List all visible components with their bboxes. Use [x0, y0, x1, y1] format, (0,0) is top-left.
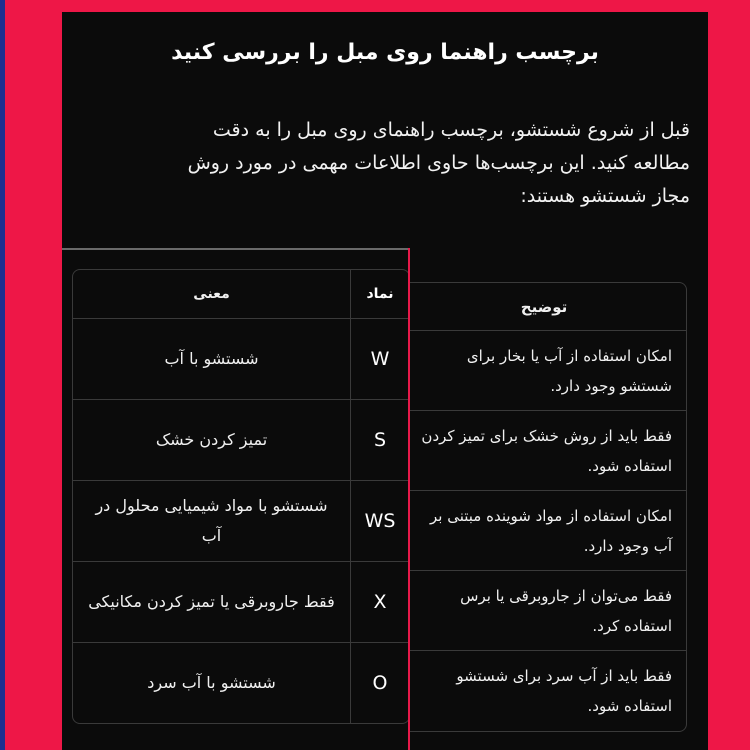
- intro-paragraph: قبل از شروع شستشو، برچسب راهنمای روی مبل را به دقت مطالعه کنید. این برچسب‌ها حاوی اطلاعات مهمی در مورد روش مجاز شستشو هستند:: [187, 119, 690, 207]
- description-cell: امکان استفاده از مواد شوینده مبتنی بر آب وجود دارد.: [410, 491, 686, 571]
- meaning-cell: شستشو با آب سرد: [147, 673, 276, 692]
- table-row: [73, 643, 409, 723]
- description-cell: فقط باید از آب سرد برای شستشو استفاده شود.: [456, 667, 672, 715]
- meaning-cell: فقط جاروبرقی یا تمیز کردن مکانیکی: [88, 592, 335, 611]
- symbol-column-header: نماد: [350, 270, 409, 318]
- symbol-cell: W: [350, 319, 409, 399]
- meaning-cell: تمیز کردن خشک: [155, 430, 268, 449]
- meaning-column-header: معنی: [193, 286, 230, 302]
- screenshot-seam-line: [408, 248, 410, 750]
- page-title: برچسب راهنما روی مبل را بررسی کنید: [171, 40, 599, 65]
- symbol-cell: O: [350, 643, 409, 723]
- symbols-table: [72, 269, 410, 724]
- descriptions-table: [410, 282, 687, 732]
- description-column-header: توضیح: [410, 283, 686, 331]
- description-cell: فقط باید از روش خشک برای تمیز کردن استفاده شود.: [410, 411, 686, 491]
- meaning-cell: شستشو با مواد شیمیایی محلول در آب: [95, 496, 328, 545]
- table-row: [73, 319, 409, 400]
- table-row: [73, 562, 409, 643]
- screenshot-top-edge: [62, 248, 408, 250]
- table-header-row: [73, 270, 409, 319]
- symbol-cell: X: [350, 562, 409, 642]
- symbol-cell: S: [350, 400, 409, 480]
- meaning-cell: شستشو با آب: [164, 349, 259, 368]
- table-row: [73, 400, 409, 481]
- description-cell: امکان استفاده از آب یا بخار برای شستشو وجود دارد.: [410, 331, 686, 411]
- description-cell: فقط می‌توان از جاروبرقی یا برس استفاده کرد.: [410, 571, 686, 651]
- symbol-cell: WS: [350, 481, 409, 561]
- left-edge-strip: [0, 0, 5, 750]
- table-row: [73, 481, 409, 562]
